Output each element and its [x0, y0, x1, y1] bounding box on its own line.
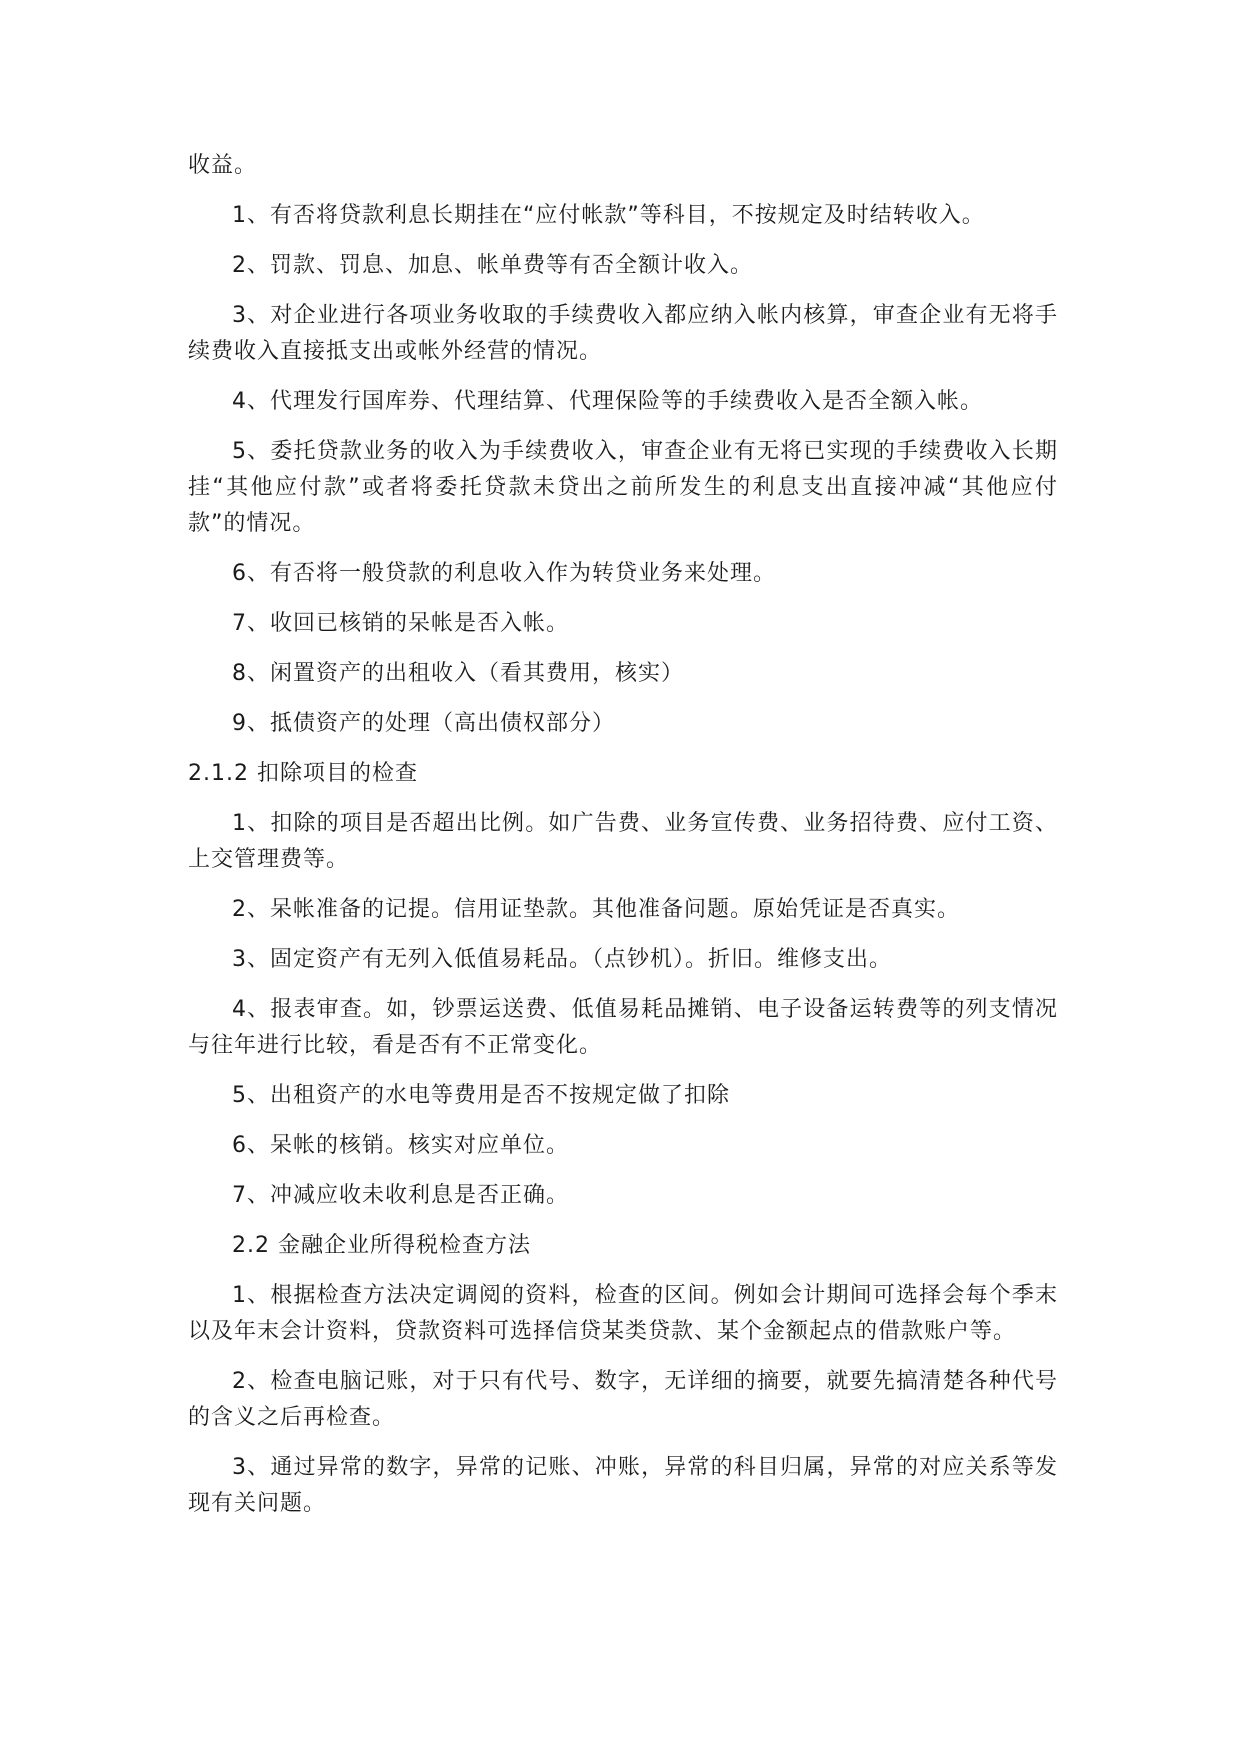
section-heading: 2.1.2 扣除项目的检查 — [188, 761, 418, 786]
body-paragraph: 3、固定资产有无列入低值易耗品。（点钞机）。折旧。维修支出。 — [232, 947, 892, 972]
body-paragraph: 2、检查电脑记账，对于只有代号、数字，无详细的摘要，就要先搞清楚各种代号的含义之后再检查。 — [188, 1369, 1058, 1430]
body-paragraph: 6、呆帐的核销。核实对应单位。 — [232, 1133, 569, 1158]
body-paragraph: 8、闲置资产的出租收入（看其费用，核实） — [232, 661, 684, 686]
section-heading: 2.2 金融企业所得税检查方法 — [232, 1233, 531, 1258]
body-paragraph: 2、罚款、罚息、加息、帐单费等有否全额计收入。 — [232, 253, 753, 278]
body-paragraph: 6、有否将一般贷款的利息收入作为转贷业务来处理。 — [232, 561, 776, 586]
body-paragraph: 收益。 — [188, 153, 258, 178]
body-paragraph: 5、委托贷款业务的收入为手续费收入，审查企业有无将已实现的手续费收入长期挂“其他应付款”或者将委托贷款未贷出之前所发生的利息支出直接冲减“其他应付款”的情况。 — [188, 439, 1058, 536]
body-paragraph: 4、报表审查。如，钞票运送费、低值易耗品摊销、电子设备运转费等的列支情况与往年进行比较，看是否有不正常变化。 — [188, 997, 1058, 1058]
body-paragraph: 3、对企业进行各项业务收取的手续费收入都应纳入帐内核算，审查企业有无将手续费收入直接抵支出或帐外经营的情况。 — [188, 303, 1058, 364]
document-body — [188, 148, 1058, 1536]
body-paragraph: 7、收回已核销的呆帐是否入帐。 — [232, 611, 569, 636]
body-paragraph: 3、通过异常的数字，异常的记账、冲账，异常的科目归属，异常的对应关系等发现有关问题。 — [188, 1455, 1058, 1516]
body-paragraph: 5、出租资产的水电等费用是否不按规定做了扣除 — [232, 1083, 730, 1108]
body-paragraph: 7、冲减应收未收利息是否正确。 — [232, 1183, 569, 1208]
body-paragraph: 2、呆帐准备的记提。信用证垫款。其他准备问题。原始凭证是否真实。 — [232, 897, 960, 922]
body-paragraph: 1、有否将贷款利息长期挂在“应付帐款”等科目，不按规定及时结转收入。 — [232, 203, 985, 228]
body-paragraph: 1、扣除的项目是否超出比例。如广告费、业务宣传费、业务招待费、应付工资、上交管理费等。 — [188, 811, 1058, 872]
body-paragraph: 1、根据检查方法决定调阅的资料，检查的区间。例如会计期间可选择会每个季末以及年末会计资料，贷款资料可选择信贷某类贷款、某个金额起点的借款账户等。 — [188, 1283, 1058, 1344]
body-paragraph: 4、代理发行国库券、代理结算、代理保险等的手续费收入是否全额入帐。 — [232, 389, 983, 414]
body-paragraph: 9、抵债资产的处理（高出债权部分） — [232, 711, 615, 736]
